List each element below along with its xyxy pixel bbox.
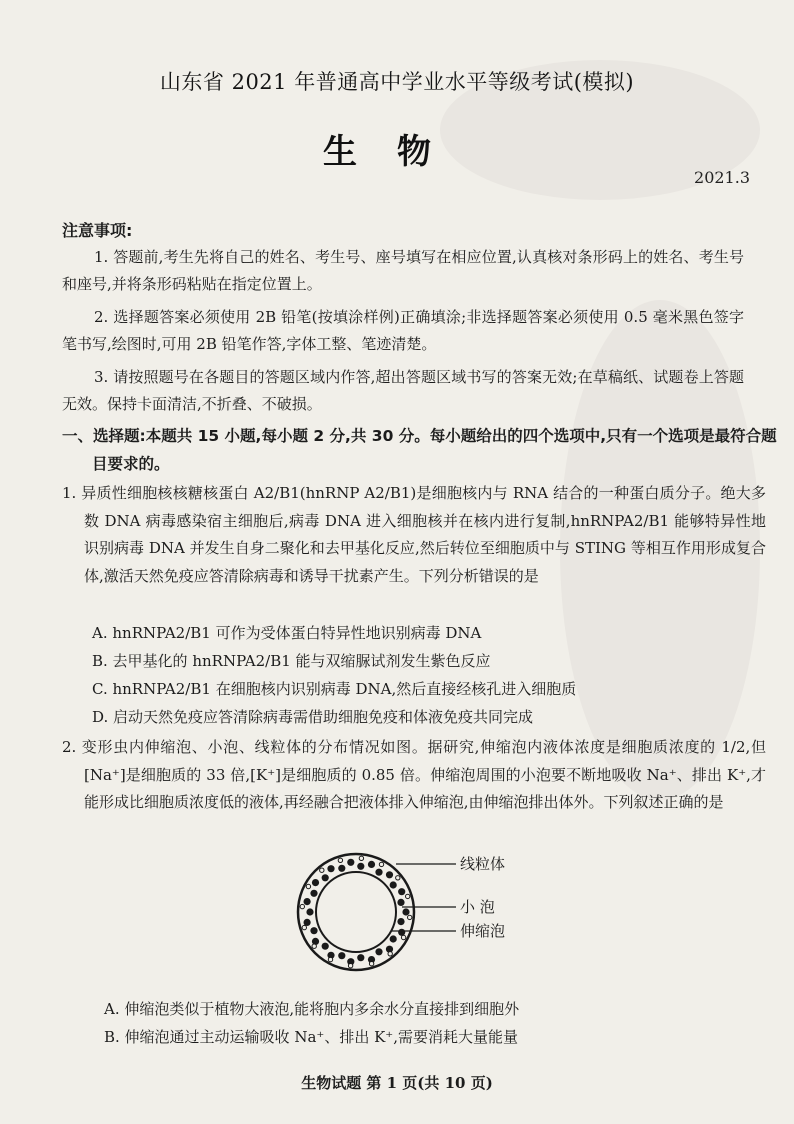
vesicle-dot <box>338 952 345 959</box>
mitochondrion-dot <box>401 935 405 939</box>
mitochondrion-dot <box>312 944 316 948</box>
vesicle-dot <box>322 874 329 881</box>
vesicle-dot <box>390 935 397 942</box>
vesicle-dot <box>357 954 364 961</box>
vesicle-dot <box>347 859 354 866</box>
q1-option-a: A. hnRNPA2/B1 可作为受体蛋白特异性地识别病毒 DNA <box>92 624 482 642</box>
mitochondrion-dot <box>406 894 410 898</box>
section-heading: 一、选择题:本题共 15 小题,每小题 2 分,共 30 分。每小题给出的四个选项中,只有一个选项是最符合题目要求的。 <box>62 427 777 473</box>
q2-option-a: A. 伸缩泡类似于植物大液泡,能将胞内多余水分直接排到细胞外 <box>104 1000 520 1018</box>
contractile-vacuole-diagram <box>296 832 536 992</box>
q2-option-b: B. 伸缩泡通过主动运输吸收 Na⁺、排出 K⁺,需要消耗大量能量 <box>104 1028 518 1046</box>
diagram-svg <box>296 832 536 992</box>
mitochondrion-dot <box>320 868 324 872</box>
vesicle-dot <box>402 908 409 915</box>
vesicle-dot <box>368 861 375 868</box>
q1-option-d: D. 启动天然免疫应答清除病毒需借助细胞免疫和体液免疫共同完成 <box>92 708 534 726</box>
vesicle-dot <box>398 888 405 895</box>
vesicle-dot <box>397 918 404 925</box>
vesicle-dot <box>306 908 313 915</box>
q1-option-b: B. 去甲基化的 hnRNPA2/B1 能与双缩脲试剂发生紫色反应 <box>92 652 491 670</box>
q1-option-c: C. hnRNPA2/B1 在细胞核内识别病毒 DNA,然后直接经核孔进入细胞质 <box>92 680 577 698</box>
mitochondrion-dot <box>359 856 363 860</box>
vesicle-dot <box>327 865 334 872</box>
vesicle-dot <box>310 890 317 897</box>
mitochondrion-dot <box>338 858 342 862</box>
vesicle-dot <box>386 871 393 878</box>
page-footer: 生物试题 第 1 页(共 10 页) <box>301 1074 493 1092</box>
vesicle-dot <box>375 948 382 955</box>
vesicle-dot <box>310 927 317 934</box>
vesicle-dot <box>338 865 345 872</box>
vesicle-dot <box>398 929 405 936</box>
contractile-vacuole-circle <box>316 872 396 952</box>
vesicle-dot <box>357 863 364 870</box>
mitochondrion-dot <box>379 862 383 866</box>
subject-title: 生物 <box>323 132 471 172</box>
mitochondrion-dot <box>302 925 306 929</box>
mitochondrion-dot <box>408 915 412 919</box>
label-contractile-vacuole: 伸缩泡 <box>460 922 506 940</box>
mitochondrion-dot <box>369 962 373 966</box>
mitochondrion-dot <box>388 952 392 956</box>
mitochondrion-dot <box>306 884 310 888</box>
question-1-stem: 1. 异质性细胞核核糖核蛋白 A2/B1(hnRNP A2/B1)是细胞核内与 RNA 结合的一种蛋白质分子。绝大多数 DNA 病毒感染宿主细胞后,病毒 DNA 进入细胞核并在核内进行复制,hnRNPA2/B1 能够特异性地识别病毒 DNA 并发生自身二聚化和去甲基化反应,然后转位至细胞质中与 STING 等相互作用形成复合体,激活天然免疫应答清除病毒和诱导干扰素产生。下列分析错误的是 <box>62 484 766 585</box>
exam-title: 山东省 2021 年普通高中学业水平等级考试(模拟) <box>159 70 635 94</box>
note-item-2: 2. 选择题答案必须使用 2B 铅笔(按填涂样例)正确填涂;非选择题答案必须使用 0.5 毫米黑色签字笔书写,绘图时,可用 2B 铅笔作答,字体工整、笔迹清楚。 <box>62 308 744 353</box>
question-2-stem: 2. 变形虫内伸缩泡、小泡、线粒体的分布情况如图。据研究,伸缩泡内液体浓度是细胞质浓度的 1/2,但[Na⁺]是细胞质的 33 倍,[K⁺]是细胞质的 0.85 倍。伸缩泡周围的小泡要不断地吸收 Na⁺、排出 K⁺,才能形成比细胞质浓度低的液体,再经融合把液体排入伸缩泡,由伸缩泡排出体外。下列叙述正确的是 <box>62 738 766 811</box>
mitochondrion-dot <box>396 876 400 880</box>
label-mitochondria: 线粒体 <box>460 855 506 873</box>
label-vesicle: 小 泡 <box>460 898 495 916</box>
note-item-1: 1. 答题前,考生先将自己的姓名、考生号、座号填写在相应位置,认真核对条形码上的姓名、考生号和座号,并将条形码粘贴在指定位置上。 <box>62 248 744 293</box>
note-item-3: 3. 请按照题号在各题目的答题区域内作答,超出答题区域书写的答案无效;在草稿纸、试题卷上答题无效。保持卡面清洁,不折叠、不破损。 <box>62 368 744 413</box>
mitochondrion-dot <box>348 964 352 968</box>
vesicle-dot <box>390 881 397 888</box>
vesicle-dot <box>322 943 329 950</box>
vesicle-dot <box>312 879 319 886</box>
vesicle-dot <box>397 899 404 906</box>
vesicle-dot <box>375 869 382 876</box>
mitochondrion-dot <box>328 957 332 961</box>
notes-heading: 注意事项: <box>62 221 133 240</box>
vesicle-dot <box>304 898 311 905</box>
exam-date: 2021.3 <box>694 168 750 187</box>
mitochondrion-dot <box>300 904 304 908</box>
